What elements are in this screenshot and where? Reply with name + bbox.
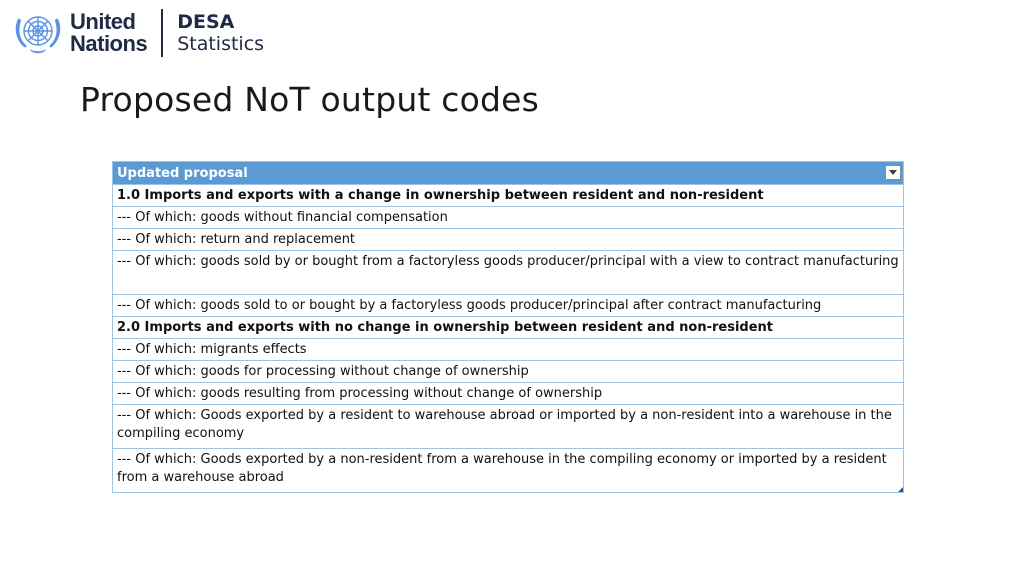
table-row[interactable]: --- Of which: Goods exported by a non-resident from a warehouse in the compiling economy or imported by a resident from a warehouse abroad xyxy=(113,448,903,492)
logo-divider xyxy=(161,9,163,57)
proposal-table xyxy=(112,161,904,493)
dropdown-filter-button[interactable] xyxy=(885,165,901,180)
dept-name xyxy=(177,11,264,55)
table-row[interactable]: --- Of which: goods for processing without change of ownership xyxy=(113,360,903,382)
dept-name-line2: Statistics xyxy=(177,33,265,55)
table-header-label: Updated proposal xyxy=(117,165,248,181)
table-row[interactable]: 1.0 Imports and exports with a change in ownership between resident and non-resident xyxy=(113,184,903,206)
un-emblem-icon xyxy=(12,9,64,57)
un-desa-logo xyxy=(12,8,264,58)
dropdown-filter-icon xyxy=(889,170,897,175)
org-name xyxy=(70,11,147,55)
table-row[interactable]: --- Of which: migrants effects xyxy=(113,338,903,360)
org-name-line1: United xyxy=(70,9,136,34)
table-header xyxy=(113,162,903,184)
table-row[interactable]: --- Of which: return and replacement xyxy=(113,228,903,250)
org-name-line2: Nations xyxy=(70,31,148,56)
table-row[interactable]: --- Of which: Goods exported by a resident to warehouse abroad or imported by a non-resident into a warehouse in the compiling economy xyxy=(113,404,903,448)
table-row[interactable]: --- Of which: goods without financial compensation xyxy=(113,206,903,228)
table-row[interactable]: --- Of which: goods resulting from processing without change of ownership xyxy=(113,382,903,404)
table-row[interactable]: --- Of which: goods sold by or bought from a factoryless goods producer/principal with a view to contract manufacturing xyxy=(113,250,903,294)
table-body xyxy=(113,184,903,492)
table-row[interactable]: 2.0 Imports and exports with no change in ownership between resident and non-resident xyxy=(113,316,903,338)
slide-title: Proposed NoT output codes xyxy=(80,80,540,119)
dept-name-line1: DESA xyxy=(177,11,235,33)
resize-handle-icon[interactable] xyxy=(898,487,903,492)
table-row[interactable]: --- Of which: goods sold to or bought by a factoryless goods producer/principal after contract manufacturing xyxy=(113,294,903,316)
